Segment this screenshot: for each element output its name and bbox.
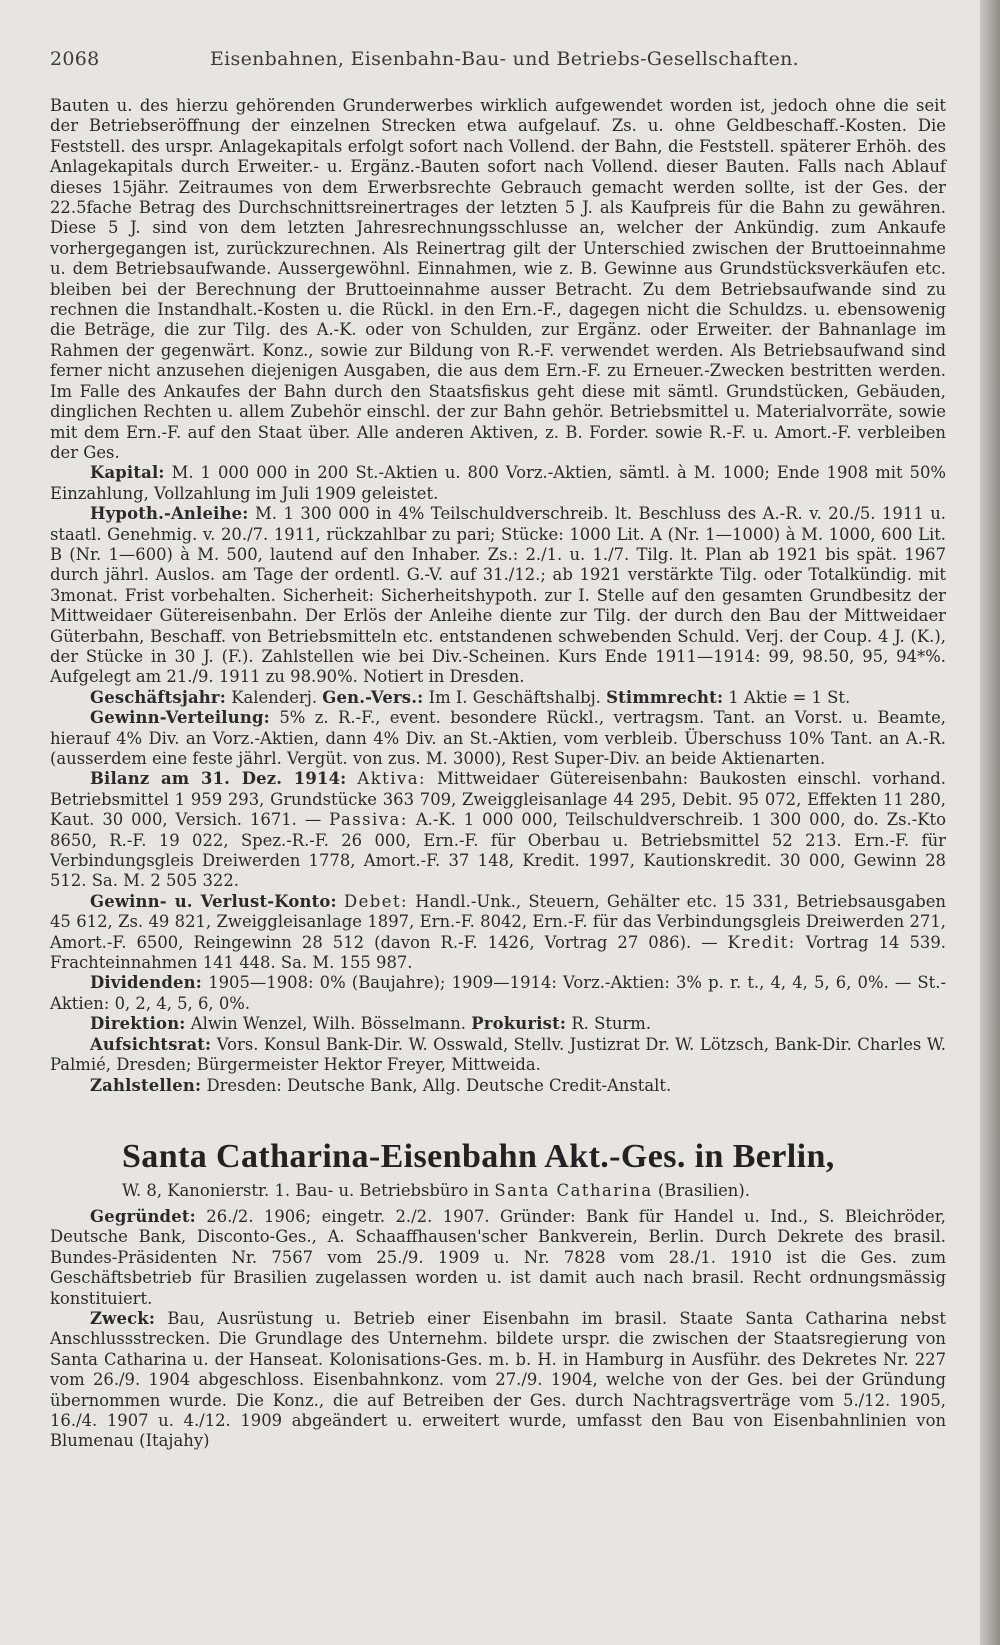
address-place: Santa Catharina — [494, 1180, 653, 1200]
company-address — [122, 1180, 946, 1201]
page-edge — [980, 0, 1000, 1645]
label-bilanz: Bilanz am 31. Dez. 1914: — [90, 769, 347, 789]
label-gen-vers: Gen.-Vers.: — [322, 687, 424, 707]
paragraph-hypothek — [50, 504, 946, 688]
label-geschaeftsjahr: Geschäftsjahr: — [90, 687, 226, 707]
text-direktion: Alwin Wenzel, Wilh. Bösselmann. — [190, 1014, 466, 1034]
text-prokurist: R. Sturm. — [571, 1014, 652, 1034]
text-gen-vers: Im I. Geschäftshalbj. — [428, 687, 601, 707]
label-dividenden: Dividenden: — [90, 973, 203, 993]
text-bilanz-aktiva: Mittweidaer Gütereisenbahn: Baukosten einschl. vorhand. Betriebsmittel 1 959 293, Grundstücke 363 709, Zweiggleisanlage 44 295, Debit. 95 072, Effekten 11 280, Kaut. 30 000, Versich. 1671. — — [50, 769, 946, 830]
paragraph-geschaeftsjahr — [50, 688, 946, 708]
running-title: Eisenbahnen, Eisenbahn-Bau- und Betriebs-Gesellschaften. — [210, 48, 800, 70]
paragraph-aufsichtsrat — [50, 1035, 946, 1076]
text-gewinn-verteilung: 5% z. R.-F., event. besondere Rückl., vertragsm. Tant. an Vorst. u. Beamte, hierauf 4% Div. an Vorz.-Aktien, dann 4% Div. an St.-Aktien, vom verbleib. Überschuss 10% Tant. an A.-R. (ausserdem eine feste jährl. Vergüt. von zus. M. 3000), Rest Super-Div. an beide Aktienarten. — [50, 708, 946, 768]
text-gegruendet: 26./2. 1906; eingetr. 2./2. 1907. Gründer: Bank für Handel u. Ind., S. Bleichröder, Deutsche Bank, Disconto-Ges., A. Schaaffhausen'scher Bankverein, Berlin. Durch Dekrete des brasil. Bundes-Präsidenten Nr. 7567 vom 25./9. 1909 u. Nr. 7828 vom 28./1. 1910 ist die Ges. zum Geschäftsbetrieb für Brasilien zugelassen worden u. ist damit auch nach brasil. Recht ordnungsmässig konstituiert. — [50, 1206, 946, 1308]
label-stimmrecht: Stimmrecht: — [606, 687, 724, 707]
paragraph-zahlstellen — [50, 1076, 946, 1096]
section-santa-catharina — [50, 1138, 946, 1452]
section-mittweidaer — [50, 96, 946, 1096]
text-dividenden: 1905—1908: 0% (Baujahre); 1909—1914: Vorz.-Aktien: 3% p. r. t., 4, 4, 5, 6, 0%. — St.-Aktien: 0, 2, 4, 5, 6, 0%. — [50, 973, 946, 1013]
label-kapital: Kapital: — [90, 463, 165, 483]
text-debet: Handl.-Unk., Steuern, Gehälter etc. 15 331, Betriebsausgaben 45 612, Zs. 49 821, Zweiggleisanlage 1897, Ern.-F. 8042, Ern.-F. für das Verbindungsgleis Dreiwerden 271, Amort.-F. 6500, Reingewinn 28 512 (davon R.-F. 1426, Vortrag 27 086). — — [50, 891, 946, 952]
paragraph-gegruendet — [50, 1207, 946, 1309]
label-gewinn-verteilung: Gewinn-Verteilung: — [90, 708, 270, 728]
running-header — [50, 48, 946, 70]
word-kredit: Kredit: — [727, 932, 796, 952]
paragraph-gewinn-verteilung — [50, 708, 946, 769]
address-country: (Brasilien). — [657, 1180, 750, 1200]
address-street: W. 8, Kanonierstr. 1. Bau- u. Betriebsbüro in — [122, 1180, 490, 1200]
label-direktion: Direktion: — [90, 1014, 186, 1034]
label-gegruendet: Gegründet: — [90, 1206, 196, 1226]
paragraph-intro: Bauten u. des hierzu gehörenden Grunderwerbes wirklich aufgewendet worden ist, jedoch ohne die seit der Betriebseröffnung der einzelnen Strecken etwa aufgelauf. Zs. u. ohne Geldbeschaff.-Kosten. Die Feststell. des urspr. Anlagekapitals erfolgt sofort nach Vollend. der Bahn, die Feststell. späterer Erhöh. des Anlagekapitals durch Erweiter.- u. Ergänz.-Bauten sofort nach Vollend. dieser Bauten. Falls nach Ablauf dieses 15jähr. Zeitraumes von dem Erwerbsrechte Gebrauch gemacht werden sollte, ist der Ges. der 22.5fache Betrag des Durchschnittsreinertrages der letzten 5 J. als Kaufpreis für die Bahn zu gewähren. Diese 5 J. sind von dem letzten Jahresrechnungsschlusse an, welcher der Ankündig. zum Ankaufe vorhergegangen ist, zurückzurechnen. Als Reinertrag gilt der Unterschied zwischen der Bruttoeinnahme u. dem Betriebsaufwande. Aussergewöhnl. Einnahmen, wie z. B. Gewinne aus Grundstücksverkäufen etc. bleiben bei der Berechnung der Bruttoeinnahme ausser Betracht. Zu dem Betriebsaufwande sind zu rechnen die Instandhalt.-Kosten u. die Rückl. in den Ern.-F., dagegen nicht die Schuldzs. u. ebensowenig die Beträge, die zur Tilg. des A.-K. oder von Schulden, zur Ergänz. oder Erweiter. der Bahnanlage im Rahmen der gegenwärt. Konz., sowie zur Bildung von R.-F. verwendet werden. Als Betriebsaufwand sind ferner nicht anzusehen diejenigen Ausgaben, die aus dem Ern.-F. zu Erneuer.-Zwecken bestritten werden. Im Falle des Ankaufes der Bahn durch den Staatsfiskus geht diese mit sämtl. Grundstücken, Gebäuden, dinglichen Rechten u. allem Zubehör einschl. der zur Bahn gehör. Betriebsmittel u. Materialvorräte, sowie mit dem Ern.-F. auf den Staat über. Alle anderen Aktiven, z. B. Forder. sowie R.-F. u. Amort.-F. verbleiben der Ges. — [50, 96, 946, 462]
paragraph-zweck — [50, 1309, 946, 1452]
text-bilanz-passiva: A.-K. 1 000 000, Teilschuldverschreib. 1 300 000, do. Zs.-Kto 8650, R.-F. 19 022, Spez.-R.-F. 26 000, Ern.-F. für Oberbau u. Betriebsmittel 52 213. Ern.-F. für Verbindungsgleis Dreiwerden 1778, Amort.-F. 37 148, Kredit. 1997, Kautionskredit. 30 000, Gewinn 28 512. Sa. M. 2 505 322. — [50, 810, 946, 891]
text-geschaeftsjahr: Kalenderj. — [231, 687, 318, 707]
label-zweck: Zweck: — [90, 1308, 156, 1328]
paragraph-bilanz — [50, 769, 946, 891]
company-title: Santa Catharina-Eisenbahn Akt.-Ges. in Berlin, — [122, 1137, 835, 1175]
label-aufsichtsrat: Aufsichtsrat: — [90, 1034, 212, 1054]
paragraph-kapital — [50, 463, 946, 504]
text-zweck: Bau, Ausrüstung u. Betrieb einer Eisenbahn im brasil. Staate Santa Catharina nebst Anschlussstrecken. Die Grundlage des Unternehm. bildete urspr. die zwischen der Staatsregierung von Santa Catharina u. der Hanseat. Kolonisations-Ges. m. b. H. in Hamburg in Ausführ. des Dekretes Nr. 227 vom 26./9. 1904 abgeschloss. Eisenbahnkonz. vom 27./9. 1904, welche von der Ges. bei der Gründung übernommen wurde. Die Konz., die auf Betreiben der Ges. durch Nachtragsverträge vom 5./12. 1905, 16./4. 1907 u. 4./12. 1909 abgeändert u. erweitert wurde, umfasst den Bau von Eisenbahnlinien von Blumenau (Itajahy) — [50, 1308, 946, 1451]
text-zahlstellen: Dresden: Deutsche Bank, Allg. Deutsche Credit-Anstalt. — [206, 1075, 672, 1095]
paragraph-direktion — [50, 1014, 946, 1034]
label-hypothek: Hypoth.-Anleihe: — [90, 504, 249, 524]
page-number: 2068 — [50, 48, 100, 70]
text-hypothek: M. 1 300 000 in 4% Teilschuldverschreib. lt. Beschluss des A.-R. v. 20./5. 1911 u. staatl. Genehmig. v. 20./7. 1911, rückzahlbar zu pari; Stücke: 1000 Lit. A (Nr. 1—1000) à M. 1000, 600 Lit. B (Nr. 1—600) à M. 500, lautend auf den Inhaber. Zs.: 2./1. u. 1./7. Tilg. lt. Plan ab 1921 bis spät. 1967 durch jährl. Auslos. am Tage der ordentl. G.-V. auf 31./12.; ab 1921 verstärkte Tilg. oder Totalkündig. mit 3monat. Frist vorbehalten. Sicherheit: Sicherheitshypoth. zur I. Stelle auf den gesamten Grundbesitz der Mittweidaer Gütereisenbahn. Der Erlös der Anleihe diente zur Tilg. der durch den Bau der Mittweidaer Güterbahn, Beschaff. von Betriebsmitteln etc. entstandenen schwebenden Schuld. Verj. der Coup. 4 J. (K.), der Stücke in 30 J. (F.). Zahlstellen wie bei Div.-Scheinen. Kurs Ende 1911—1914: 99, 98.50, 95, 94*%. Aufgelegt am 21./9. 1911 zu 98.90%. Notiert in Dresden. — [50, 504, 946, 687]
label-zahlstellen: Zahlstellen: — [90, 1075, 202, 1095]
label-gewinn-verlust: Gewinn- u. Verlust-Konto: — [90, 891, 337, 911]
paragraph-gewinn-verlust — [50, 892, 946, 974]
text-stimmrecht: 1 Aktie = 1 St. — [728, 687, 851, 707]
word-passiva: Passiva: — [329, 810, 408, 830]
word-aktiva: Aktiva: — [357, 769, 427, 789]
text-kapital: M. 1 000 000 in 200 St.-Aktien u. 800 Vorz.-Aktien, sämtl. à M. 1000; Ende 1908 mit 50% Einzahlung, Vollzahlung im Juli 1909 geleistet. — [50, 463, 946, 503]
paragraph-dividenden — [50, 973, 946, 1014]
word-debet: Debet: — [343, 891, 409, 911]
text-aufsichtsrat: Vors. Konsul Bank-Dir. W. Osswald, Stellv. Justizrat Dr. W. Lötzsch, Bank-Dir. Charles W. Palmié, Dresden; Bürgermeister Hektor Freyer, Mittweida. — [50, 1034, 946, 1075]
label-prokurist: Prokurist: — [471, 1014, 567, 1034]
text-kredit: Vortrag 14 539. Frachteinnahmen 141 448. Sa. M. 155 987. — [50, 932, 946, 973]
